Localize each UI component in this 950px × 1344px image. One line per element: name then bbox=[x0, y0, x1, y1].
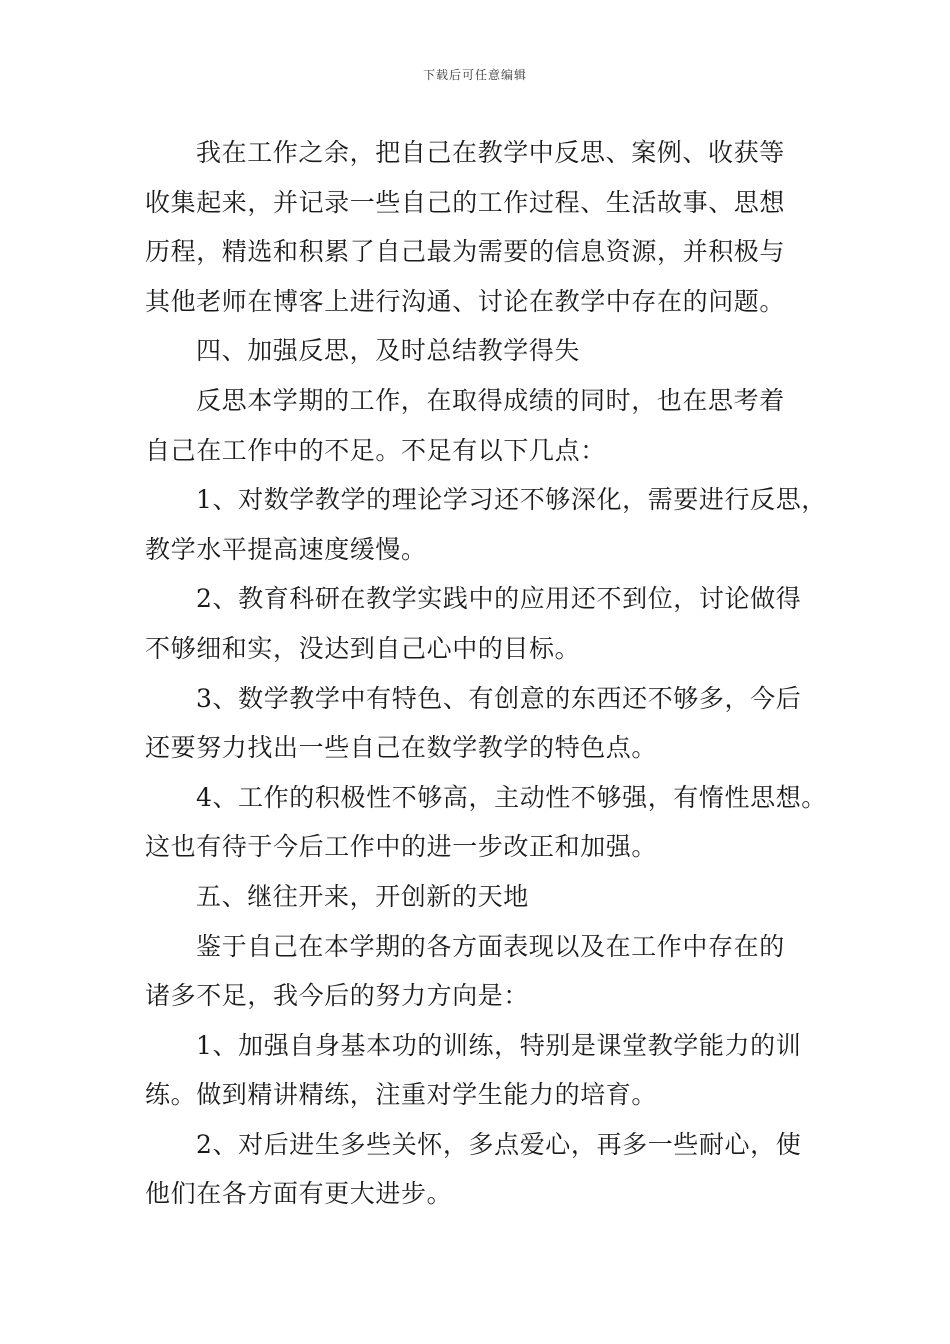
text-line: 他们在各方面有更大进步。 bbox=[145, 1179, 453, 1209]
text-line: 其他老师在博客上进行沟通、讨论在教学中存在的问题。 bbox=[145, 286, 786, 316]
text-line: 教学水平提高速度缓慢。 bbox=[145, 534, 427, 564]
text-line: 历程，精选和积累了自己最为需要的信息资源，并积极与 bbox=[145, 237, 786, 267]
text-line: 还要努力找出一些自己在数学教学的特色点。 bbox=[145, 733, 658, 763]
text-line: 这也有待于今后工作中的进一步改正和加强。 bbox=[145, 832, 658, 862]
list-item-line: 2、对后进生多些关怀，多点爱心，再多一些耐心，使 bbox=[196, 1129, 802, 1159]
list-item-line: 1、加强自身基本功的训练，特别是课堂教学能力的训 bbox=[196, 1030, 802, 1060]
text-line: 自己在工作中的不足。不足有以下几点： bbox=[145, 435, 606, 465]
list-item-line: 4、工作的积极性不够高，主动性不够强，有惰性思想。 bbox=[196, 782, 827, 812]
list-item-line: 2、教育科研在教学实践中的应用还不到位，讨论做得 bbox=[196, 584, 802, 614]
text-line: 我在工作之余，把自己在教学中反思、案例、收获等 bbox=[196, 138, 785, 167]
text-line: 反思本学期的工作，在取得成绩的同时，也在思考着 bbox=[196, 385, 785, 415]
section-heading-four: 四、加强反思，及时总结教学得失 bbox=[196, 336, 581, 366]
text-line: 练。做到精讲精练，注重对学生能力的培育。 bbox=[145, 1080, 658, 1110]
text-line: 鉴于自己在本学期的各方面表现以及在工作中存在的 bbox=[196, 931, 785, 961]
text-line: 不够细和实，没达到自己心中的目标。 bbox=[145, 633, 581, 663]
list-item-line: 3、数学教学中有特色、有创意的东西还不够多，今后 bbox=[196, 683, 802, 713]
document-body bbox=[145, 128, 825, 1219]
section-heading-five: 五、继往开来，开创新的天地 bbox=[196, 881, 529, 911]
page-header-note: 下载后可任意编辑 bbox=[422, 68, 527, 82]
text-line: 诸多不足，我今后的努力方向是： bbox=[145, 981, 530, 1011]
text-line: 收集起来，并记录一些自己的工作过程、生活故事、思想 bbox=[145, 187, 786, 217]
list-item-line: 1、对数学教学的理论学习还不够深化，需要进行反思， bbox=[196, 485, 827, 515]
